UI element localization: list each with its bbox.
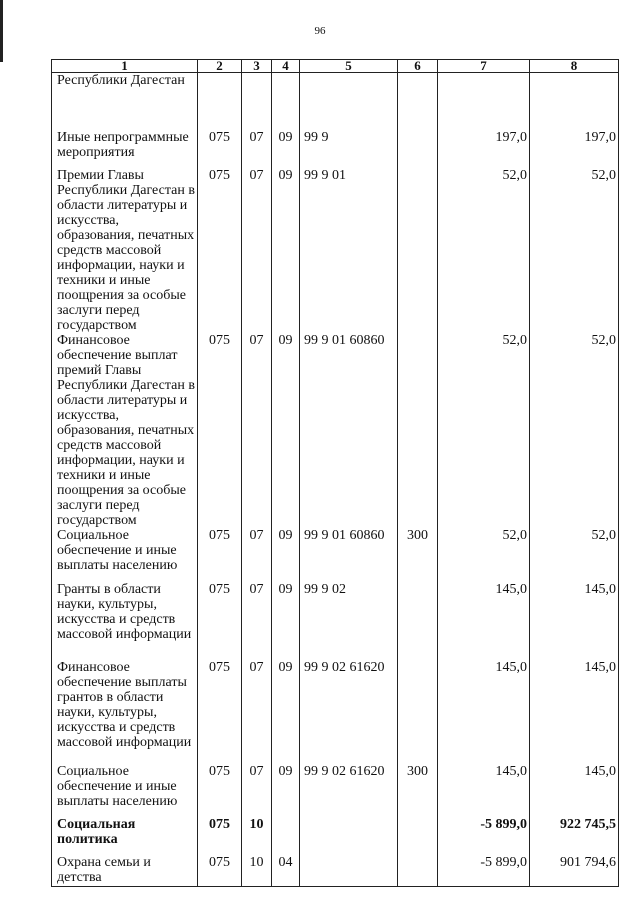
row-name: Финансовое обеспечение выплат премий Главы Республики Дагестан в области литературы и искусства, образования, печатных средств массовой информации, науки и техники и иные поощрения за особые заслуги перед государством <box>52 333 198 528</box>
cell-col-6 <box>398 73 438 130</box>
row-name: Финансовое обеспечение выплаты грантов в области науки, культуры, искусства и средств массовой информации <box>52 660 198 764</box>
cell-col-4: 09 <box>272 582 300 660</box>
cell-col-4: 09 <box>272 130 300 168</box>
cell-col-6: 300 <box>398 764 438 817</box>
cell-col-4: 09 <box>272 168 300 333</box>
budget-table <box>51 59 619 887</box>
cell-col-8: 52,0 <box>530 333 619 528</box>
cell-col-7: 52,0 <box>438 333 530 528</box>
row-name: Охрана семьи и детства <box>52 855 198 887</box>
cell-col-5 <box>300 817 398 855</box>
cell-col-3: 10 <box>242 855 272 887</box>
cell-col-2: 075 <box>198 764 242 817</box>
table-row <box>52 582 619 660</box>
row-name: Социальная политика <box>52 817 198 855</box>
cell-col-3: 07 <box>242 660 272 764</box>
table-row <box>52 73 619 130</box>
cell-col-5 <box>300 855 398 887</box>
cell-col-2: 075 <box>198 855 242 887</box>
cell-col-3: 07 <box>242 582 272 660</box>
header-col-8: 8 <box>530 60 619 73</box>
cell-col-5: 99 9 <box>300 130 398 168</box>
cell-col-8: 901 794,6 <box>530 855 619 887</box>
cell-col-5: 99 9 01 60860 <box>300 528 398 582</box>
cell-col-6 <box>398 130 438 168</box>
cell-col-2 <box>198 73 242 130</box>
cell-col-7: 145,0 <box>438 582 530 660</box>
cell-col-8: 145,0 <box>530 582 619 660</box>
cell-col-8: 197,0 <box>530 130 619 168</box>
cell-col-4 <box>272 73 300 130</box>
cell-col-6: 300 <box>398 528 438 582</box>
cell-col-5: 99 9 02 61620 <box>300 660 398 764</box>
table-row <box>52 333 619 528</box>
cell-col-6 <box>398 660 438 764</box>
cell-col-8: 922 745,5 <box>530 817 619 855</box>
cell-col-7: 52,0 <box>438 168 530 333</box>
cell-col-8: 145,0 <box>530 660 619 764</box>
cell-col-4: 09 <box>272 660 300 764</box>
cell-col-4: 09 <box>272 764 300 817</box>
cell-col-3 <box>242 73 272 130</box>
table-row-section <box>52 817 619 855</box>
cell-col-5 <box>300 73 398 130</box>
cell-col-5: 99 9 01 60860 <box>300 333 398 528</box>
cell-col-3: 07 <box>242 130 272 168</box>
header-col-5: 5 <box>300 60 398 73</box>
cell-col-7: 52,0 <box>438 528 530 582</box>
row-name: Социальное обеспечение и иные выплаты населению <box>52 528 198 582</box>
cell-col-4 <box>272 817 300 855</box>
cell-col-4: 09 <box>272 528 300 582</box>
cell-col-6 <box>398 855 438 887</box>
cell-col-3: 07 <box>242 764 272 817</box>
row-name: Республики Дагестан <box>52 73 198 130</box>
cell-col-2: 075 <box>198 168 242 333</box>
cell-col-6 <box>398 168 438 333</box>
cell-col-8: 52,0 <box>530 528 619 582</box>
cell-col-6 <box>398 817 438 855</box>
cell-col-3: 07 <box>242 168 272 333</box>
header-col-7: 7 <box>438 60 530 73</box>
cell-col-8 <box>530 73 619 130</box>
row-name: Премии Главы Республики Дагестан в области литературы и искусства, образования, печатных средств массовой информации, науки и техники и иные поощрения за особые заслуги перед государством <box>52 168 198 333</box>
row-name: Иные непрограммные мероприятия <box>52 130 198 168</box>
cell-col-7: 145,0 <box>438 764 530 817</box>
page-number: 96 <box>314 25 326 37</box>
cell-col-3: 07 <box>242 333 272 528</box>
table-row <box>52 855 619 887</box>
cell-col-4: 04 <box>272 855 300 887</box>
cell-col-2: 075 <box>198 528 242 582</box>
cell-col-8: 52,0 <box>530 168 619 333</box>
cell-col-2: 075 <box>198 817 242 855</box>
table-row <box>52 130 619 168</box>
header-col-2: 2 <box>198 60 242 73</box>
cell-col-7: 197,0 <box>438 130 530 168</box>
cell-col-2: 075 <box>198 660 242 764</box>
cell-col-4: 09 <box>272 333 300 528</box>
cell-col-3: 07 <box>242 528 272 582</box>
header-col-6: 6 <box>398 60 438 73</box>
header-col-4: 4 <box>272 60 300 73</box>
row-name: Социальное обеспечение и иные выплаты населению <box>52 764 198 817</box>
cell-col-7: -5 899,0 <box>438 817 530 855</box>
cell-col-5: 99 9 01 <box>300 168 398 333</box>
cell-col-6 <box>398 333 438 528</box>
cell-col-5: 99 9 02 61620 <box>300 764 398 817</box>
table-row <box>52 660 619 764</box>
table-row <box>52 764 619 817</box>
cell-col-5: 99 9 02 <box>300 582 398 660</box>
table-row <box>52 168 619 333</box>
cell-col-2: 075 <box>198 582 242 660</box>
cell-col-2: 075 <box>198 130 242 168</box>
cell-col-3: 10 <box>242 817 272 855</box>
cell-col-7: 145,0 <box>438 660 530 764</box>
cell-col-7 <box>438 73 530 130</box>
header-row <box>52 60 619 73</box>
table-row <box>52 528 619 582</box>
row-name: Гранты в области науки, культуры, искусства и средств массовой информации <box>52 582 198 660</box>
header-col-1: 1 <box>52 60 198 73</box>
cell-col-6 <box>398 582 438 660</box>
cell-col-7: -5 899,0 <box>438 855 530 887</box>
cell-col-2: 075 <box>198 333 242 528</box>
header-col-3: 3 <box>242 60 272 73</box>
cell-col-8: 145,0 <box>530 764 619 817</box>
